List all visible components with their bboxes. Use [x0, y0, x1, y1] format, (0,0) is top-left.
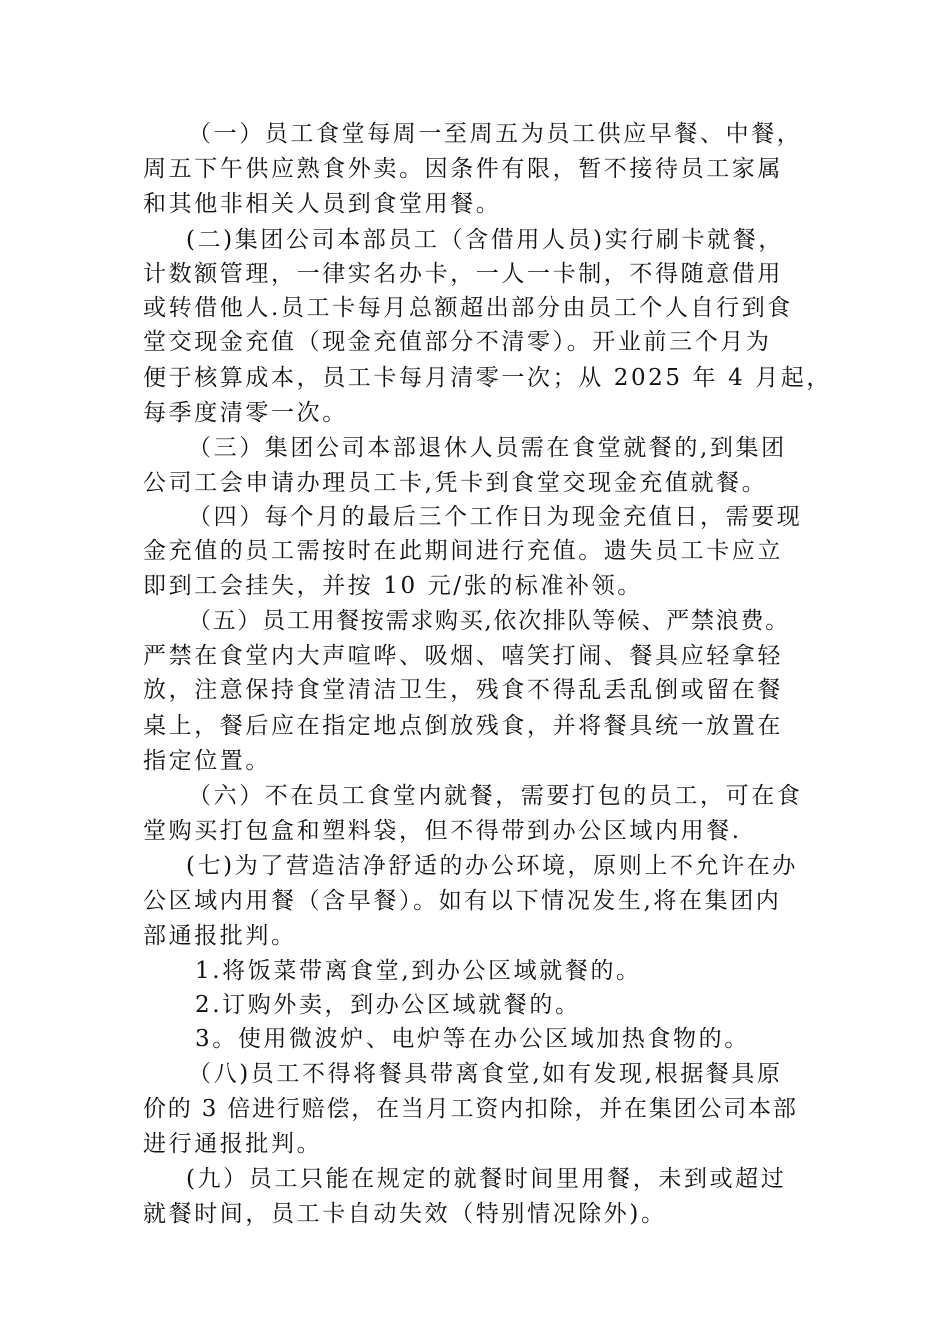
paragraph-8-line-2: 价的 3 倍进行赔偿，在当月工资内扣除，并在集团公司本部: [143, 1096, 798, 1122]
paragraph-5-line-1: （五）员工用餐按需求购买,依次排队等候、严禁浪费。: [188, 608, 790, 634]
paragraph-3-line-1: （三）集团公司本部退休人员需在食堂就餐的,到集团: [188, 435, 787, 461]
paragraph-1-line-1: （一）员工食堂每周一至周五为员工供应早餐、中餐，: [188, 121, 803, 147]
paragraph-2-line-1: (二)集团公司本部员工（含借用人员)实行刷卡就餐，: [186, 227, 784, 253]
paragraph-4-line-2: 金充值的员工需按时在此期间进行充值。遗失员工卡应立: [143, 538, 783, 564]
paragraph-4-line-1: （四）每个月的最后三个工作日为现金充值日，需要现: [188, 504, 803, 530]
paragraph-8-line-3: 进行通报批判。: [143, 1131, 323, 1157]
paragraph-7-line-3: 部通报批判。: [143, 923, 297, 949]
paragraph-2-line-4: 堂交现金充值（现金充值部分不清零）。开业前三个月为: [143, 329, 772, 355]
list-item-1: 1.将饭菜带离食堂,到办公区域就餐的。: [195, 958, 642, 984]
paragraph-4-line-3: 即到工会挂失，并按 10 元/张的标准补领。: [143, 573, 643, 599]
paragraph-1-line-2: 周五下午供应熟食外卖。因条件有限，暂不接待员工家属: [143, 156, 783, 182]
paragraph-9-line-2: 就餐时间，员工卡自动失效（特别情况除外)。: [143, 1201, 667, 1227]
paragraph-9-line-1: (九）员工只能在规定的就餐时间里用餐，未到或超过: [186, 1166, 787, 1192]
paragraph-5-line-5: 指定位置。: [143, 748, 271, 774]
paragraph-3-line-2: 公司工会申请办理员工卡,凭卡到食堂交现金充值就餐。: [143, 470, 768, 496]
paragraph-2-line-6: 每季度清零一次。: [143, 400, 348, 426]
paragraph-5-line-3: 放，注意保持食堂清洁卫生，残食不得乱丢乱倒或留在餐: [143, 677, 783, 703]
paragraph-7-line-1: (七)为了营造洁净舒适的办公环境，原则上不允许在办: [186, 853, 798, 879]
paragraph-2-line-3: 或转借他人.员工卡每月总额超出部分由员工个人自行到食: [143, 295, 793, 321]
paragraph-8-line-1: （八)员工不得将餐具带离食堂,如有发现,根据餐具原: [188, 1061, 783, 1087]
paragraph-5-line-4: 桌上，餐后应在指定地点倒放残食，并将餐具统一放置在: [143, 713, 783, 739]
paragraph-6-line-1: （六）不在员工食堂内就餐，需要打包的员工，可在食: [188, 783, 803, 809]
paragraph-7-line-2: 公区域内用餐（含早餐）。如有以下情况发生,将在集团内: [143, 888, 782, 914]
paragraph-6-line-2: 堂购买打包盒和塑料袋，但不得带到办公区域内用餐.: [143, 818, 742, 844]
list-item-3: 3。使用微波炉、电炉等在办公区域加热食物的。: [195, 1026, 750, 1052]
paragraph-1-line-3: 和其他非相关人员到食堂用餐。: [143, 191, 502, 217]
list-item-2: 2.订购外卖，到办公区域就餐的。: [195, 992, 581, 1018]
paragraph-5-line-2: 严禁在食堂内大声喧哗、吸烟、嘻笑打闹、餐具应轻拿轻: [143, 643, 783, 669]
paragraph-2-line-5: 便于核算成本，员工卡每月清零一次；从 2025 年 4 月起，: [143, 365, 833, 391]
paragraph-2-line-2: 计数额管理，一律实名办卡，一人一卡制，不得随意借用: [143, 261, 783, 287]
